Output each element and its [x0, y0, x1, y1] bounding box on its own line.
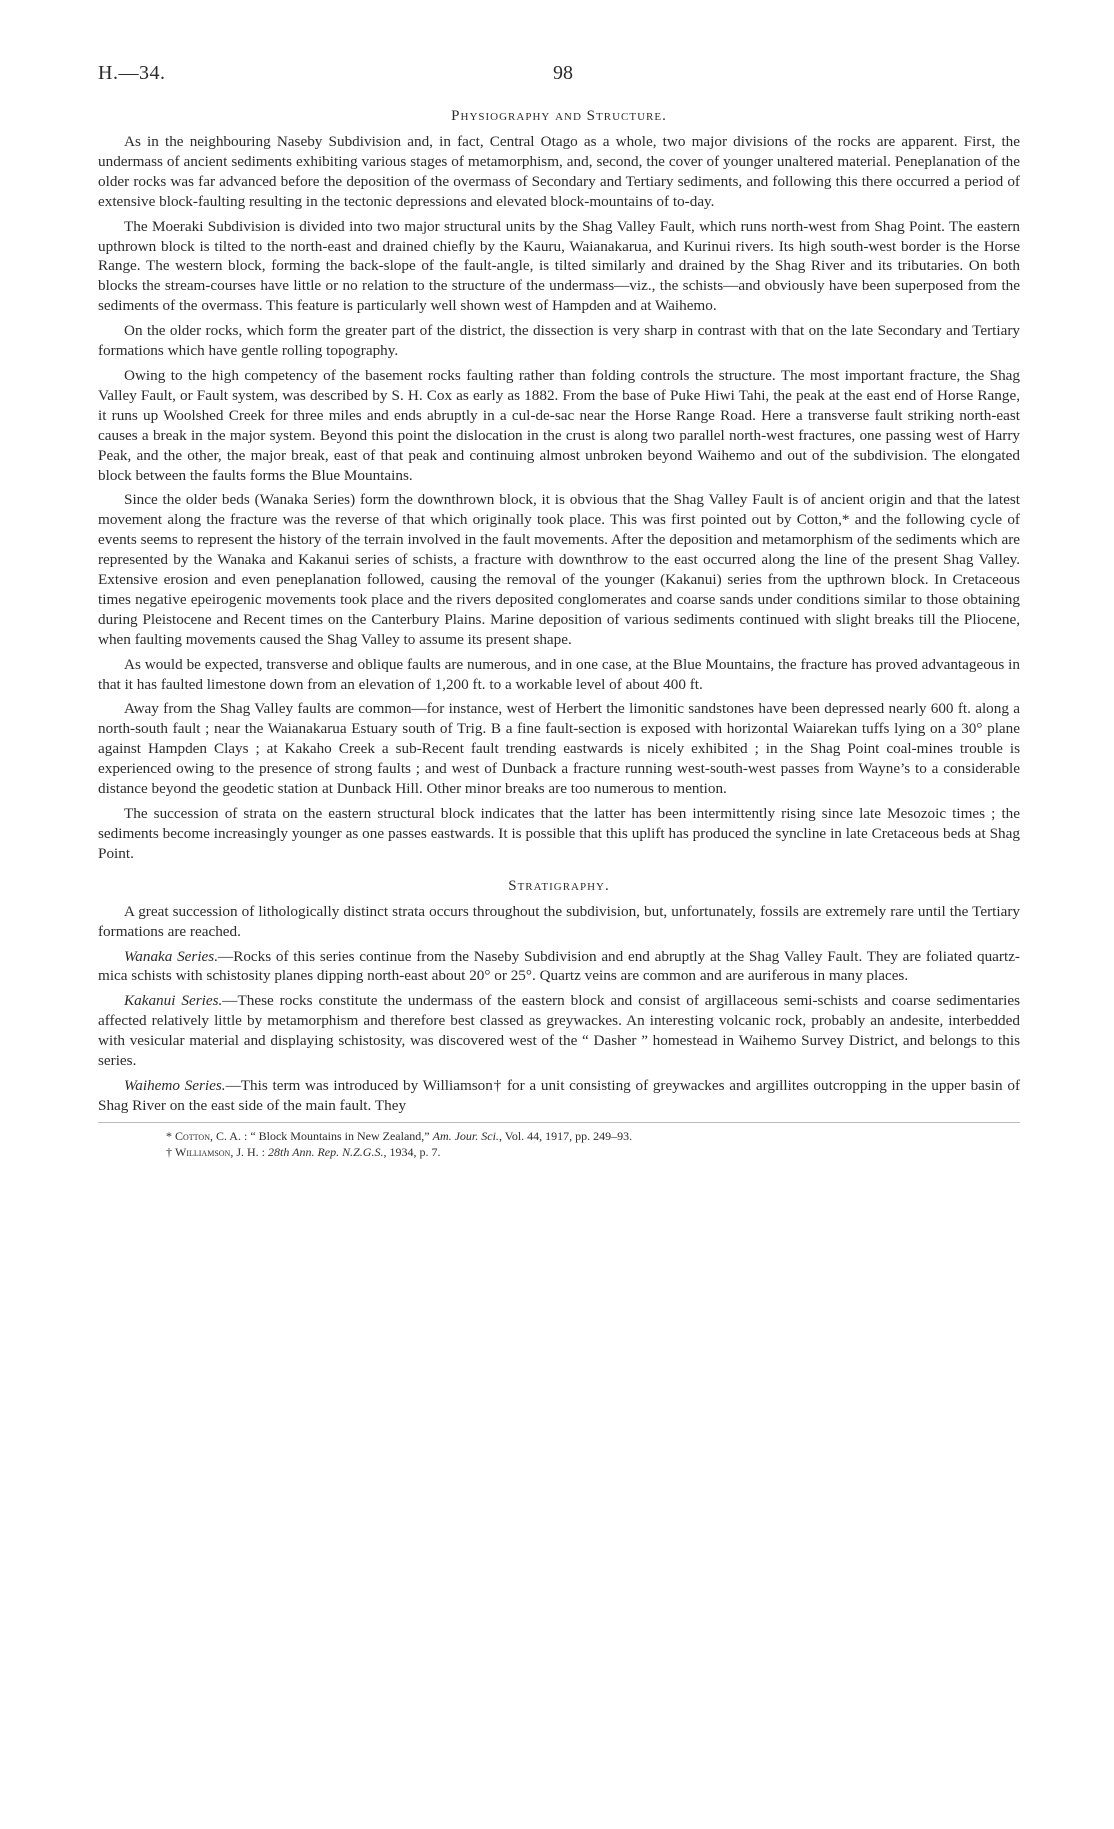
- series-text: —This term was introduced by Williamson† for a unit consisting of greywackes and argillites outcropping in the upper basin of Shag River on the east side of the main fault. They: [98, 1076, 1020, 1114]
- footnote-mark: †: [166, 1144, 175, 1159]
- footnote-journal: Am. Jour. Sci.: [432, 1128, 499, 1143]
- section-title-stratigraphy: Stratigraphy.: [508, 877, 610, 894]
- footnote-author: Williamson, J. H. :: [175, 1144, 265, 1159]
- paragraph: Away from the Shag Valley faults are common—for instance, west of Herbert the limonitic sandstones have been depressed nearly 600 ft. along a north-south fault ; near the Waianakarua Estuary south of Trig. B a fine fault-section is exposed with horizontal Waiarekan tuffs lying on a 30° plane against Hampden Clays ; at Kakaho Creek a sub-Recent fault trending eastwards is nicely exhibited ; in the Shag Point coal-mines trouble is experienced owing to the presence of strong faults ; and west of Dunback a fracture running west-south-west passes from Wayne’s to a considerable distance beyond the geodetic station at Dunback Hill. Other minor breaks are too numerous to mention.: [98, 700, 1020, 798]
- footnote-author: Cotton, C. A. :: [175, 1128, 248, 1143]
- page-header: [98, 62, 1020, 94]
- footnote-mark: *: [166, 1128, 175, 1143]
- page-number: 98: [553, 62, 573, 84]
- footnote-citation: , Vol. 44, 1917, pp. 249–93.: [498, 1128, 633, 1143]
- paragraph: Owing to the high competency of the basement rocks faulting rather than folding controls the structure. The most important fracture, the Shag Valley Fault, or Fault system, was described by S. H. Cox as early as 1882. From the base of Puke Hiwi Tahi, the peak at the east end of Horse Range, it runs up Woolshed Creek for three miles and ends abruptly in a cul-de-sac near the Horse Range Road. Here a transverse fault striking north-east causes a break in the major system. Beyond this point the dislocation in the crust is along two parallel north-west fractures, one passing west of Harry Peak, and the other, the major break, east of that peak and continuing almost unbroken beyond Waihemo and out of the subdivision. The elongated block between the faults forms the Blue Mountains.: [98, 366, 1020, 484]
- paragraph: A great succession of lithologically distinct strata occurs throughout the subdivision, but, unfortunately, fossils are extremely rare until the Tertiary formations are reached.: [98, 902, 1020, 940]
- series-paragraph-kakanui: [98, 991, 1020, 1071]
- series-name: Waihemo Series.: [124, 1076, 226, 1094]
- series-text: —These rocks constitute the undermass of the eastern block and consist of argillaceous semi-schists and coarse sedimentaries affected relatively little by metamorphism and therefore best classed as greywackes. An interesting volcanic rock, probably an andesite, interbedded with vesicular material and displaying schistosity, was discovered west of the “ Dasher ” homestead in Waihemo Survey District, and belongs to this series.: [98, 992, 1020, 1070]
- paragraph: The Moeraki Subdivision is divided into two major structural units by the Shag Valley Fault, which runs north-west from Shag Point. The eastern upthrown block is tilted to the north-east and drained chiefly by the Kauru, Waianakarua, and Kurinui rivers. Its high south-west border is the Horse Range. The western block, forming the back-slope of the fault-angle, is tilted similarly and drained by the Shag River and its tributaries. On both blocks the stream-courses have little or no relation to the structure of the undermass—viz., the schists—and obviously have been superposed from the sediments of the overmass. This feature is particularly well shown west of Hampden and at Waihemo.: [98, 217, 1020, 315]
- footnote-title: “ Block Mountains in New Zealand,”: [247, 1128, 433, 1143]
- series-text: —Rocks of this series continue from the Naseby Subdivision and end abruptly at the Shag Valley Fault. They are foliated quartz-mica schists with schistosity planes dipping north-east about 20° or 25°. Quartz veins are common and are auriferous in many places.: [98, 947, 1020, 985]
- paragraph: As would be expected, transverse and oblique faults are numerous, and in one case, at the Blue Mountains, the fracture has proved advantageous in that it has faulted limestone down from an elevation of 1,200 ft. to a workable level of about 400 ft.: [98, 655, 1020, 693]
- series-paragraph-waihemo: [98, 1076, 1020, 1116]
- series-name: Kakanui Series.: [124, 992, 223, 1010]
- footnote-citation: , 1934, p. 7.: [383, 1144, 441, 1159]
- footnotes: [98, 1122, 1020, 1160]
- paragraph: Since the older beds (Wanaka Series) form the downthrown block, it is obvious that the Shag Valley Fault is of ancient origin and that the latest movement along the fracture was the reverse of that which originally took place. This was first pointed out by Cotton,* and the following cycle of events seems to represent the history of the terrain involved in the fault movements. After the deposition and metamorphism of the sediments which are represented by the Wanaka and Kakanui series of schists, a fracture with downthrow to the east occurred along the line of the present Shag Valley. Extensive erosion and even peneplanation followed, causing the removal of the younger (Kakanui) series from the upthrown block. In Cretaceous times negative epeirogenic movements took place and the rivers deposited conglomerates and coarse sands under conditions similar to those obtaining during Pleistocene and Recent times on the Canterbury Plains. Marine deposition of various sediments continued with slight breaks till the Pliocene, when faulting movements caused the Shag Valley to assume its present shape.: [98, 491, 1020, 648]
- paragraph: On the older rocks, which form the greater part of the district, the dissection is very sharp in contrast with that on the late Secondary and Tertiary formations which have gentle rolling topography.: [98, 322, 1020, 360]
- paragraph: The succession of strata on the eastern structural block indicates that the latter has been intermittently rising since late Mesozoic times ; the sediments become increasingly younger as one passes eastwards. It is possible that this uplift has produced the syncline in late Cretaceous beds at Shag Point.: [98, 805, 1020, 862]
- footnote-cotton: [166, 1128, 1020, 1144]
- section-title-physiography: Physiography and Structure.: [451, 108, 667, 124]
- series-name: Wanaka Series.: [124, 947, 219, 965]
- footnote-journal: 28th Ann. Rep. N.Z.G.S.: [268, 1144, 384, 1159]
- series-paragraph-wanaka: [98, 947, 1020, 987]
- report-code: H.—34.: [98, 62, 166, 84]
- footnote-williamson: [166, 1144, 1020, 1160]
- paragraph: As in the neighbouring Naseby Subdivision and, in fact, Central Otago as a whole, two major divisions of the rocks are apparent. First, the undermass of ancient sediments exhibiting various stages of metamorphism, and, second, the cover of younger unaltered material. Peneplanation of the older rocks was far advanced before the deposition of the overmass of Secondary and Tertiary sediments, and following this there occurred a period of extensive block-faulting resulting in the tectonic depressions and elevated block-mountains of to-day.: [98, 133, 1020, 210]
